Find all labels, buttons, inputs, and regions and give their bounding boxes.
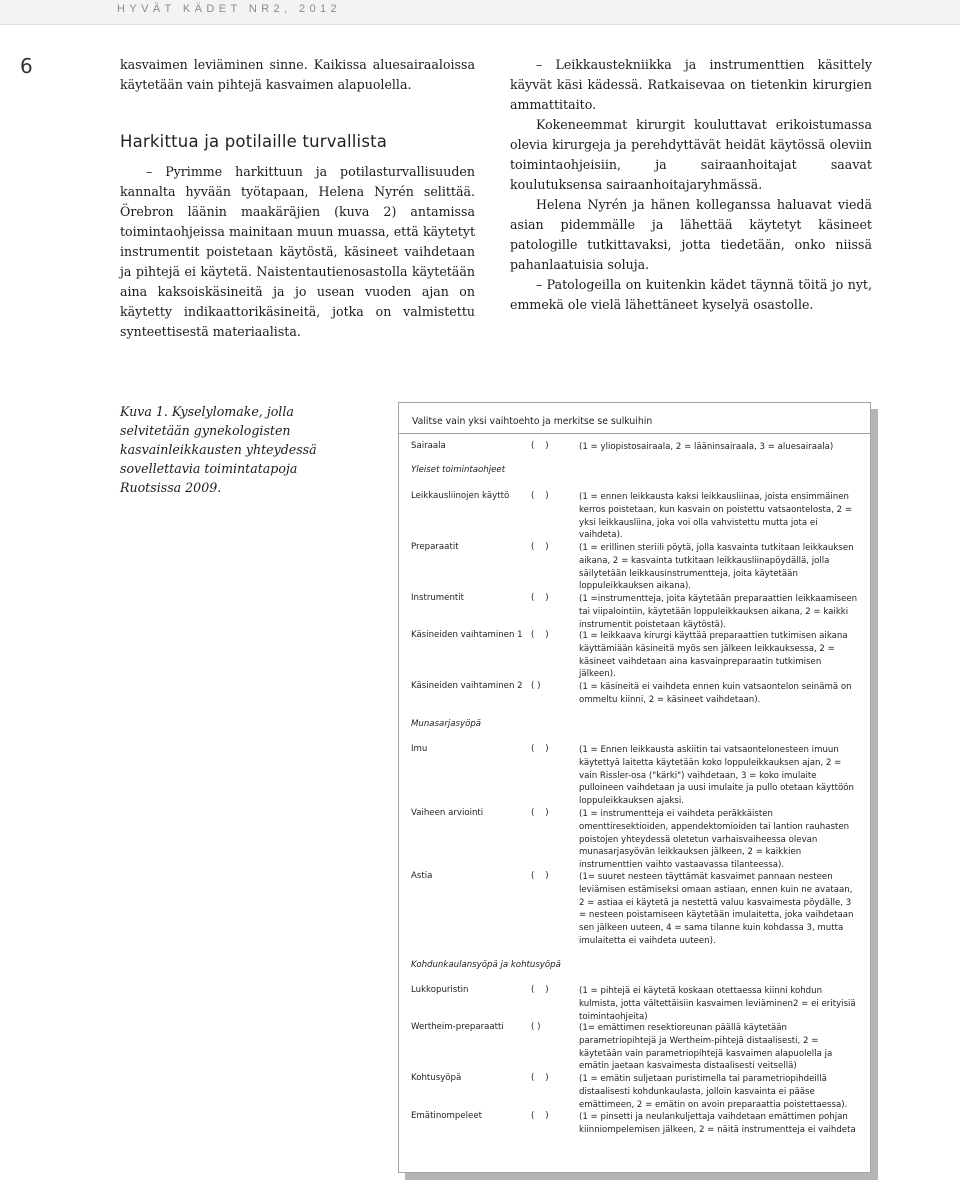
form-row-label: Wertheim-preparaatti (411, 1022, 504, 1032)
form-row-options: (1 = käsineitä ei vaihdeta ennen kuin vatsaontelon seinämä on ommeltu kiinni, 2 = käsineet vaihdetaan). (579, 682, 852, 705)
form-section-general: Yleiset toimintaohjeet (411, 465, 506, 475)
form-row-options: (1 = pinsetti ja neulankuljettaja vaihdetaan emättimen pohjan kiinniompelemisen jälkeen, 2 = näitä instrumentteja ei vaihdeta (579, 1112, 856, 1135)
form-row-options: (1= suuret nesteen täyttämät kasvaimet pannaan nesteen leviämisen estämiseksi omaan astiaan, ennen kuin ne avataan, 2 = astiaa ei käytetä ja nestettä valuu kasvaimesta pöydälle, 3 = nesteen poistamiseen käytetään imulaitetta, joka vaihdetaan sen jälkeen uuteen, 4 = sama tilanne kuin kohdassa 3, mutta imulaitetta ei vaihdeta uuteen). (579, 872, 854, 946)
running-header-text: HYVÄT KÄDET NR2, 2012 (117, 3, 342, 15)
answer-box: ( ) (531, 744, 549, 754)
form-row-label: Käsineiden vaihtaminen 2 (411, 681, 523, 691)
figure-caption: Kuva 1. Kyselylomake, jolla selvitetään gynekologisten kasvainleikkausten yhteydessä sovellettavia toimintatapoja Ruotsissa 2009. (120, 404, 317, 495)
running-header-bar (0, 0, 960, 25)
questionnaire-form (398, 402, 871, 1173)
answer-box: ( ) (531, 985, 549, 995)
form-row-options: (1 = Ennen leikkausta askiitin tai vatsaontelonesteen imuun käytettyä laitetta käytetään koko loppuleikkauksen ajan, 2 = vain Rissler-osa ("kärki") vaihdetaan, 3 = koko imulaite pulloineen vaihdetaan ja uusi imulaite ja pullo otetaan käyttöön loppuleikkauksen ajaksi. (579, 745, 854, 807)
right-paragraph-4: – Patologeilla on kuitenkin kädet täynnä töitä jo nyt, emmekä ole vielä lähettäneet kyselyä osastolle. (510, 277, 872, 312)
left-paragraph-1: kasvaimen leviäminen sinne. Kaikissa aluesairaaloissa käytetään vain pihtejä kasvaimen alapuolella. (120, 57, 475, 92)
page-number: 6 (20, 54, 33, 78)
answer-box: ( ) (531, 1022, 541, 1032)
form-row-label: Emätinompeleet (411, 1111, 482, 1121)
form-row-options: (1 = ennen leikkausta kaksi leikkausliinaa, joista ensimmäinen kerros poistetaan, kun kasvain on poistettu vatsaontelosta, 2 = yksi leikkausliina, joka voi olla vahvistettu mutta jota ei vaihdeta). (579, 492, 853, 541)
answer-box: ( ) (531, 491, 549, 501)
left-paragraph-2: – Pyrimme harkittuun ja potilasturvallisuuden kannalta hyvään työtapaan, Helena Nyrén selittää. Örebron läänin maakäräjien (kuva 2) antamissa toimintaohjeissa mainitaan muun muassa, että käytetyt instrumentit poistetaan käytöstä, käsineet vaihdetaan ja pihtejä ei käytetä. Naistentautienosastolla käytetään aina kaksoiskäsineitä ja jo usean vuoden ajan on käytetty indikaattorikäsineitä, jotka on valmistettu synteettisestä materiaalista. (120, 164, 475, 339)
form-row-options: (1 = yliopistosairaala, 2 = lääninsairaala, 3 = aluesairaala) (579, 442, 834, 452)
answer-box: ( ) (531, 1111, 549, 1121)
form-row-options: (1 = pihtejä ei käytetä koskaan otettaessa kiinni kohdun kulmista, jotta vältettäisiin kasvaimen leviäminen2 = ei erityisiä toimintaohjeita) (579, 986, 856, 1022)
left-text-column (120, 55, 475, 342)
form-row-label: Kohtusyöpä (411, 1073, 462, 1083)
section-heading: Harkittua ja potilaille turvallista (120, 132, 388, 151)
form-row-label: Lukkopuristin (411, 985, 469, 995)
answer-box: ( ) (531, 593, 549, 603)
form-row-options: (1 = leikkaava kirurgi käyttää preparaattien tutkimisen aikana käyttämiään käsineitä myös sen jälkeen leikkauksessa, 2 = käsineet vaihdetaan aina kasvainpreparaatin tutkimisen jälkeen). (579, 631, 848, 680)
form-row-options: (1= emättimen resektioreunan päällä käytetään parametriopihtejä ja Wertheim-pihtejä distaalisesti, 2 = käytetään vain parametriopihtejä kasvaimen alapuolella ja emätin jaetaan kasvaimesta distaalisesti veitsellä) (579, 1023, 833, 1072)
form-row-options: (1 = erillinen steriili pöytä, jolla kasvainta tutkitaan leikkauksen aikana, 2 = kasvainta tutkitaan leikkausliinapöydällä, jolla säilytetään leikkausinstrumentteja, joita käytetään loppuleikkauksen aikana). (579, 543, 854, 592)
form-section-ovarian: Munasarjasyöpä (411, 719, 482, 729)
answer-box: ( ) (531, 630, 549, 640)
form-section-cervical: Kohdunkaulansyöpä ja kohtusyöpä (411, 960, 561, 970)
form-row-options: (1 = emätin suljetaan puristimella tai parametriopihdeillä distaalisesti kohdunkaulasta, jolloin kasvainta ei pääse emättimeen, 2 = emätin on avoin preparaattia poistettaessa). (579, 1074, 848, 1110)
form-row-options: (1 = instrumentteja ei vaihdeta peräkkäisten omenttiresektioiden, appendektomioiden tai lantion rauhasten poistojen yhteydessä oletetun varhaisvaiheessa olevan munasarjasyövän leikkauksen jälkeen, 2 = kaikkien instrumenttien vaihto vastaavassa tilanteessa). (579, 809, 850, 871)
form-row-options: (1 =instrumentteja, joita käytetään preparaattien leikkaamiseen tai viipalointiin, käytetään loppuleikkauksen aikana, 2 = kaikki instrumentit poistetaan käytöstä). (579, 594, 858, 630)
right-text-column (510, 55, 872, 315)
answer-box: ( ) (531, 808, 549, 818)
form-instructions: Valitse vain yksi vaihtoehto ja merkitse se sulkuihin (412, 416, 653, 427)
form-row-label: Preparaatit (411, 542, 459, 552)
right-paragraph-2: Kokeneemmat kirurgit kouluttavat erikoistumassa olevia kirurgeja ja perehdyttävät heidät käytössä oleviin toimintaohjeisiin, ja sairaanhoitajat saavat koulutuksensa sairaanhoitajaryhmässä. (510, 117, 872, 192)
answer-box: ( ) (531, 542, 549, 552)
form-row-label: Vaiheen arviointi (411, 808, 484, 818)
form-row-label: Sairaala (411, 441, 446, 451)
form-row-label: Instrumentit (411, 593, 465, 603)
form-row-label: Astia (411, 871, 433, 881)
answer-box: ( ) (531, 441, 549, 451)
right-paragraph-1: – Leikkaustekniikka ja instrumenttien käsittely käyvät käsi kädessä. Ratkaisevaa on tietenkin kirurgien ammattitaito. (510, 57, 872, 112)
answer-box: ( ) (531, 871, 549, 881)
form-row-label: Leikkausliinojen käyttö (411, 491, 510, 501)
form-row-label: Imu (411, 744, 428, 754)
right-paragraph-3: Helena Nyrén ja hänen kolleganssa haluavat viedä asian pidemmälle ja lähettää käytetyt käsineet patologille tutkittavaksi, jotta tiedetään, onko niissä pahanlaatuisia soluja. (510, 197, 872, 272)
answer-box: ( ) (531, 1073, 549, 1083)
answer-box: ( ) (531, 681, 541, 691)
form-divider (399, 433, 870, 434)
form-row-label: Käsineiden vaihtaminen 1 (411, 630, 523, 640)
